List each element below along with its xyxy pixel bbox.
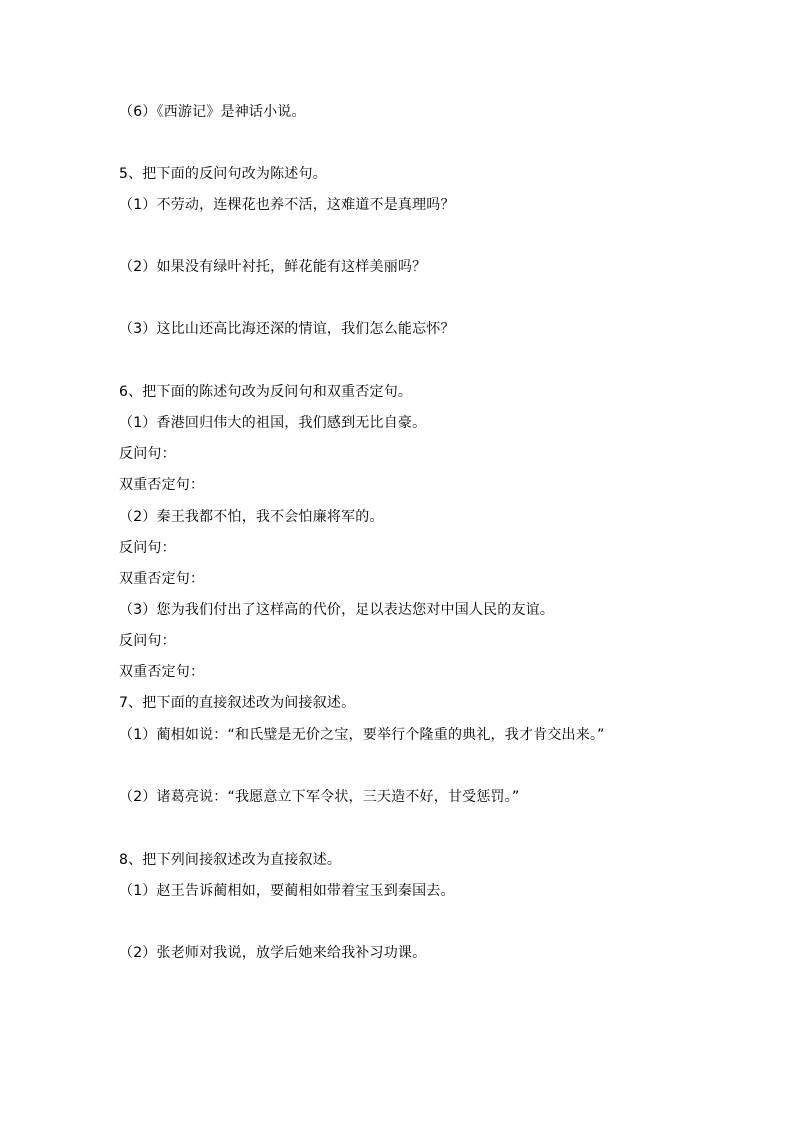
question-5-item-1: （1）不劳动，连棵花也养不活，这难道不是真理吗？ [119, 197, 455, 213]
double-negative-label: 双重否定句： [119, 571, 205, 587]
rhetorical-question-label: 反问句： [119, 446, 176, 462]
double-negative-label: 双重否定句： [119, 664, 205, 680]
question-6-heading: 6、把下面的陈述句改为反问句和双重否定句。 [119, 384, 413, 400]
question-8-item-2: （2）张老师对我说，放学后她来给我补习功课。 [119, 945, 427, 961]
question-7-item-1: （1）蔺相如说：“和氏璧是无价之宝，要举行个隆重的典礼，我才肯交出来。” [119, 727, 605, 743]
question-5-item-3: （3）这比山还高比海还深的情谊，我们怎么能忘怀？ [119, 321, 455, 337]
question-8-heading: 8、把下列间接叙述改为直接叙述。 [119, 852, 342, 868]
question-5-heading: 5、把下面的反问句改为陈述句。 [119, 166, 327, 182]
question-6-item-1: （1）香港回归伟大的祖国，我们感到无比自豪。 [119, 415, 427, 431]
question-5-item-2: （2）如果没有绿叶衬托，鲜花能有这样美丽吗？ [119, 259, 427, 275]
rhetorical-question-label: 反问句： [119, 540, 176, 556]
question-7-heading: 7、把下面的直接叙述改为间接叙述。 [119, 695, 356, 711]
item-6-statement: （6）《西游记》是神话小说。 [119, 104, 306, 120]
question-7-item-2: （2）诸葛亮说：“我愿意立下军令状，三天造不好，甘受惩罚。” [119, 789, 520, 805]
question-8-item-1: （1）赵王告诉蔺相如，要蔺相如带着宝玉到秦国去。 [119, 883, 455, 899]
double-negative-label: 双重否定句： [119, 477, 205, 493]
rhetorical-question-label: 反问句： [119, 633, 176, 649]
question-6-item-2: （2）秦王我都不怕，我不会怕廉将军的。 [119, 509, 384, 525]
question-6-item-3: （3）您为我们付出了这样高的代价，足以表达您对中国人民的友谊。 [119, 602, 555, 618]
